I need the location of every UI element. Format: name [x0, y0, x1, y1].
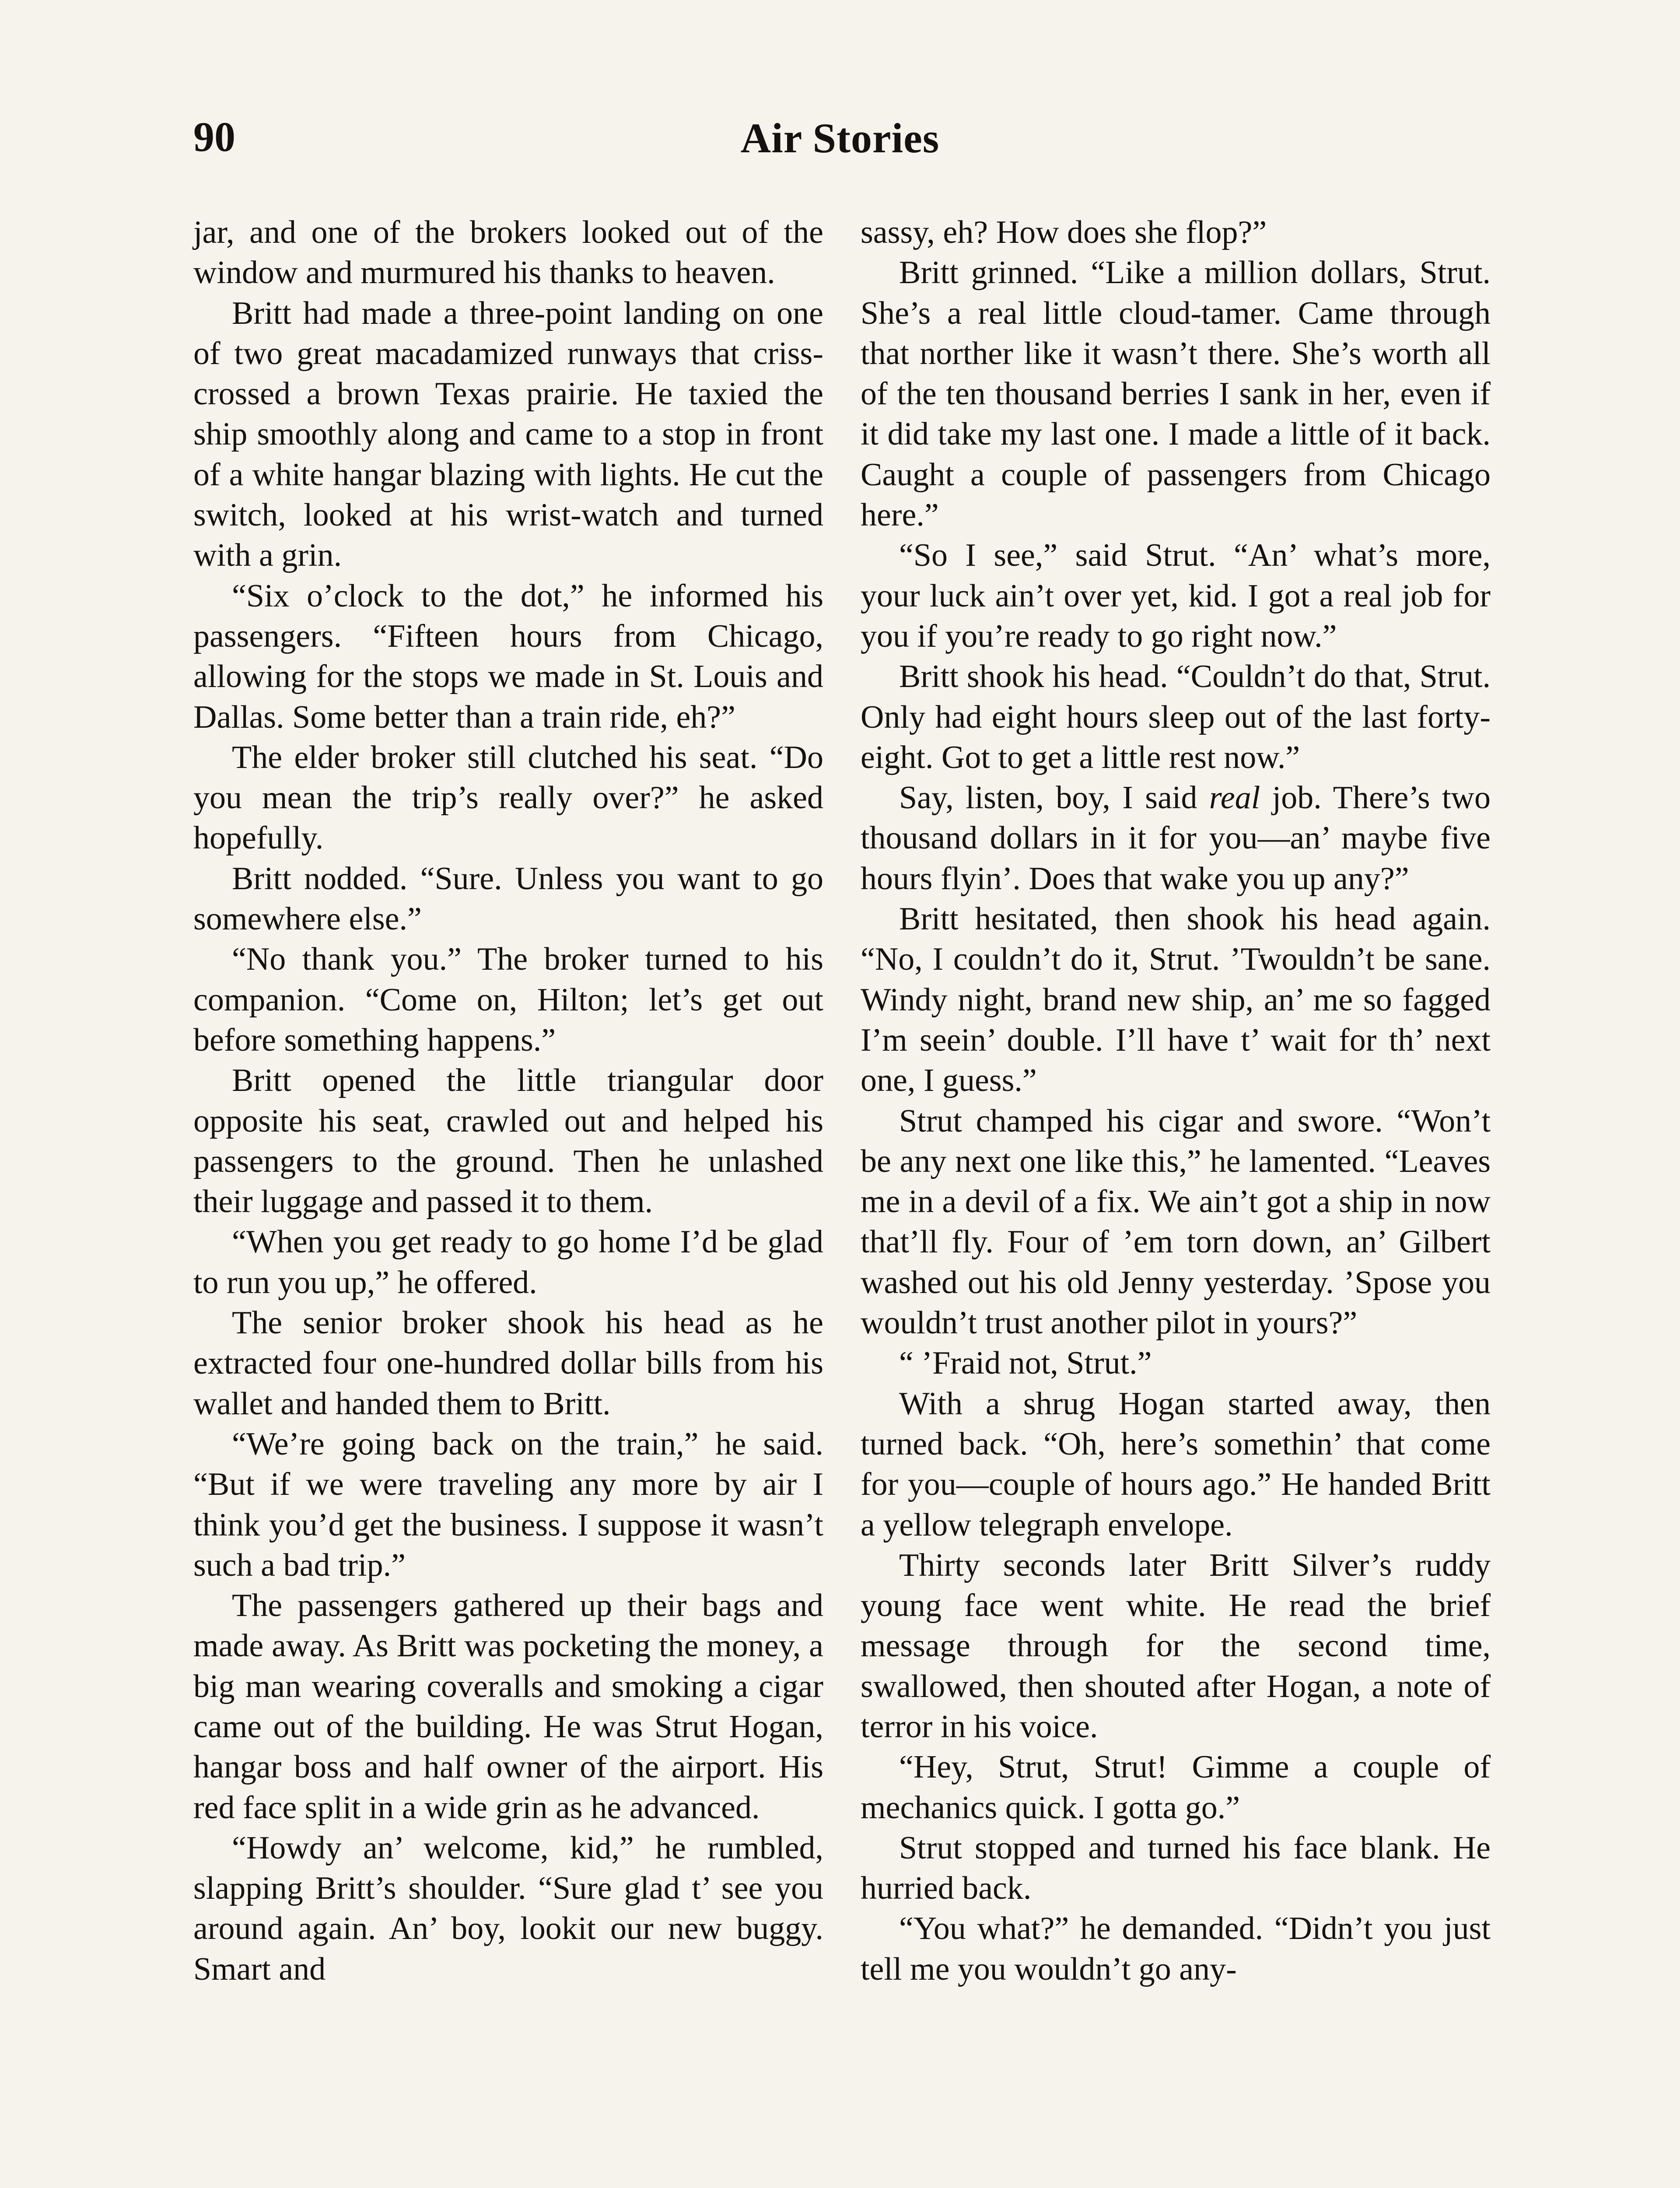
paragraph: “We’re going back on the train,” he said. “But if we were traveling any more by air I think you’d get the business. I suppose it wasn’t such a bad trip.” — [193, 1426, 823, 1583]
paragraph: Britt nodded. “Sure. Unless you want to go somewhere else.” — [193, 860, 823, 937]
paragraph: “So I see,” said Strut. “An’ what’s more, your luck ain’t over yet, kid. I got a real job for you if you’re ready to go right now.” — [861, 537, 1491, 654]
paragraph: The senior broker shook his head as he extracted four one-hundred dollar bills from his wallet and handed them to Britt. — [193, 1305, 823, 1422]
paragraph: Strut champed his cigar and swore. “Won’t be any next one like this,” he lamented. “Leaves me in a devil of a fix. We ain’t got a ship in now that’ll fly. Four of ’em torn down, an’ Gilbert washed out his old Jenny yesterday. ’Spose you wouldn’t trust another pilot in yours?” — [861, 1103, 1491, 1341]
paragraph: “Hey, Strut, Strut! Gimme a couple of mechanics quick. I gotta go.” — [861, 1749, 1491, 1826]
paragraph: Britt shook his head. “Couldn’t do that, Strut. Only had eight hours sleep out of the last forty-eight. Got to get a little rest now.” — [861, 659, 1491, 775]
paragraph: Britt opened the little triangular door opposite his seat, crawled out and helped his passengers to the ground. Then he unlashed their luggage and passed it to them. — [193, 1062, 823, 1220]
paragraph: jar, and one of the brokers looked out of the window and murmured his thanks to heaven. — [193, 214, 823, 291]
paragraph: “ ’Fraid not, Strut.” — [899, 1345, 1152, 1382]
right-text-column — [861, 212, 1491, 1989]
paragraph: The elder broker still clutched his seat. “Do you mean the trip’s really over?” he asked hopefully. — [193, 739, 823, 856]
page-number: 90 — [193, 113, 235, 160]
paragraph: Britt had made a three-point landing on one of two great macadamized runways that criss-crossed a brown Texas prairie. He taxied the ship smoothly along and came to a stop in front of a white hangar blazing with lights. He cut the switch, looked at his wrist-watch and turned with a grin. — [193, 295, 823, 574]
running-title: Air Stories — [740, 115, 940, 161]
text-run: job. There’s two thousand dollars in it for you—an’ maybe five hours flyin’. Does that wake you up any?” — [861, 780, 1491, 897]
paragraph: Thirty seconds later Britt Silver’s ruddy young face went white. He read the brief message through for the second time, swallowed, then shouted after Hogan, a note of terror in his voice. — [861, 1547, 1491, 1745]
paragraph: “Six o’clock to the dot,” he informed his passengers. “Fifteen hours from Chicago, allowing for the stops we made in St. Louis and Dallas. Some better than a train ride, eh?” — [193, 578, 823, 735]
paragraph: Britt grinned. “Like a million dollars, Strut. She’s a real little cloud-tamer. Came through that norther like it wasn’t there. She’s worth all of the ten thousand berries I sank in her, even if it did take my last one. I made a little of it back. Caught a couple of passengers from Chicago here.” — [861, 255, 1491, 533]
left-text-column — [193, 212, 823, 1989]
paragraph: With a shrug Hogan started away, then turned back. “Oh, here’s somethin’ that come for you—couple of hours ago.” He handed Britt a yellow telegraph envelope. — [861, 1385, 1491, 1543]
paragraph: “Howdy an’ welcome, kid,” he rumbled, slapping Britt’s shoulder. “Sure glad t’ see you around again. An’ boy, lookit our new buggy. Smart and — [193, 1830, 823, 1987]
paragraph: “You what?” he demanded. “Didn’t you just tell me you wouldn’t go any- — [861, 1911, 1491, 1987]
paragraph: sassy, eh? How does she flop?” — [861, 214, 1267, 250]
paragraph: Strut stopped and turned his face blank. He hurried back. — [861, 1830, 1491, 1907]
paragraph: “When you get ready to go home I’d be glad to run you up,” he offered. — [193, 1224, 823, 1301]
paragraph — [861, 778, 1491, 899]
paragraph: “No thank you.” The broker turned to his companion. “Come on, Hilton; let’s get out before something happens.” — [193, 941, 823, 1058]
paragraph: Britt hesitated, then shook his head again. “No, I couldn’t do it, Strut. ’Twouldn’t be sane. Windy night, brand new ship, an’ me so fagged I’m seein’ double. I’ll have t’ wait for th’ next one, I guess.” — [861, 901, 1491, 1099]
text-run: Say, listen, boy, I said — [899, 780, 1209, 816]
emphasis-word: real — [1209, 780, 1260, 816]
paragraph: The passengers gathered up their bags and made away. As Britt was pocketing the money, a big man wearing coveralls and smoking a cigar came out of the building. He was Strut Hogan, hangar boss and half owner of the airport. His red face split in a wide grin as he advanced. — [193, 1588, 823, 1826]
